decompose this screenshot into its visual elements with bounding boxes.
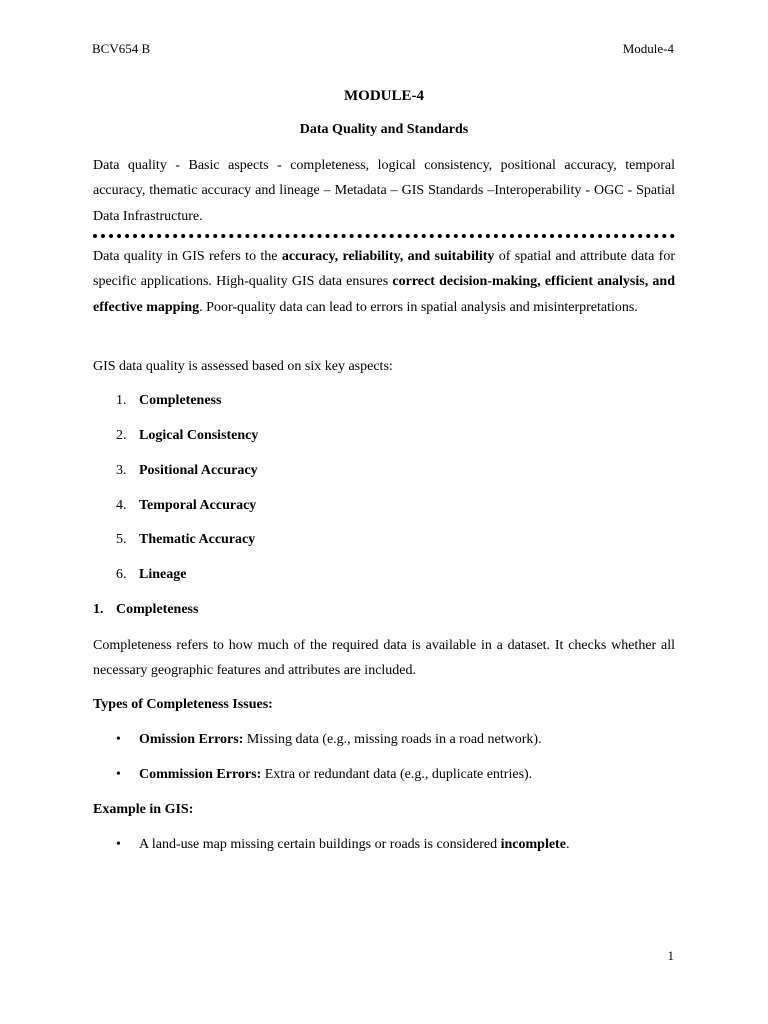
list-item-label: Temporal Accuracy [139,498,257,513]
intro-bold-1: accuracy, reliability, and suitability [281,249,495,264]
bullet-example [116,837,569,853]
bullet-text: Missing data (e.g., missing roads in a road network). [243,732,542,747]
list-item-number: 2. [116,428,127,443]
intro-bold-2: correct decision-making, efficient analysis, and effective mapping [93,274,675,315]
example-end: . [565,837,570,852]
types-heading: Types of Completeness Issues: [93,697,273,712]
list-item-label: Completeness [139,393,222,408]
list-item-number: 4. [116,498,127,513]
bullet-term: Commission Errors: [139,767,262,782]
list-item-positional-accuracy [116,463,258,479]
bullet-commission-errors [116,767,532,783]
example-bold: incomplete [500,837,566,852]
dotted-divider [93,234,675,238]
bullet-icon: • [116,767,121,782]
list-item-label: Logical Consistency [139,428,259,443]
section-number: 1. [93,602,104,617]
bullet-icon: • [116,732,121,747]
page-number: 1 [667,948,674,963]
header-course-code: BCV654 B [92,41,151,56]
completeness-description: Completeness refers to how much of the required data is available in a dataset. It checks whether all necessary geographic features and attributes are included. [93,638,675,679]
example-heading: Example in GIS: [93,802,194,817]
bullet-text: Extra or redundant data (e.g., duplicate entries). [261,767,533,782]
example-text: A land-use map missing certain buildings or roads is considered [139,837,501,852]
section-title: Completeness [116,602,199,617]
syllabus-paragraph: Data quality - Basic aspects - completeness, logical consistency, positional accuracy, temporal accuracy, thematic accuracy and lineage – Metadata – GIS Standards –Interoperability - OGC - Spatial Data Infrastructure. [93,158,675,224]
intro-text-3: . Poor-quality data can lead to errors in spatial analysis and misinterpretations. [199,299,638,315]
list-item-lineage [116,567,186,583]
list-item-logical-consistency [116,428,258,444]
document-title: Data Quality and Standards [299,122,469,137]
intro-text-2: of spatial and attribute data for specific applications. High-quality GIS data ensures [93,249,675,290]
list-item-label: Thematic Accuracy [139,532,256,547]
list-item-label: Positional Accuracy [139,463,258,478]
bullet-icon: • [116,837,121,852]
list-item-number: 5. [116,532,127,547]
section-heading-completeness [93,602,198,618]
header-module-label: Module-4 [622,41,674,56]
list-item-temporal-accuracy [116,498,256,514]
module-title: MODULE-4 [344,88,424,104]
list-item-number: 3. [116,463,127,478]
intro-text-1: Data quality in GIS refers to the [93,249,282,264]
list-item-thematic-accuracy [116,532,255,548]
aspects-intro: GIS data quality is assessed based on six key aspects: [93,359,393,374]
bullet-omission-errors [116,732,542,748]
bullet-term: Omission Errors: [139,732,244,747]
intro-paragraph [93,244,675,320]
list-item-number: 1. [116,393,127,408]
list-item-label: Lineage [139,567,187,582]
list-item-completeness [116,393,221,409]
list-item-number: 6. [116,567,127,582]
